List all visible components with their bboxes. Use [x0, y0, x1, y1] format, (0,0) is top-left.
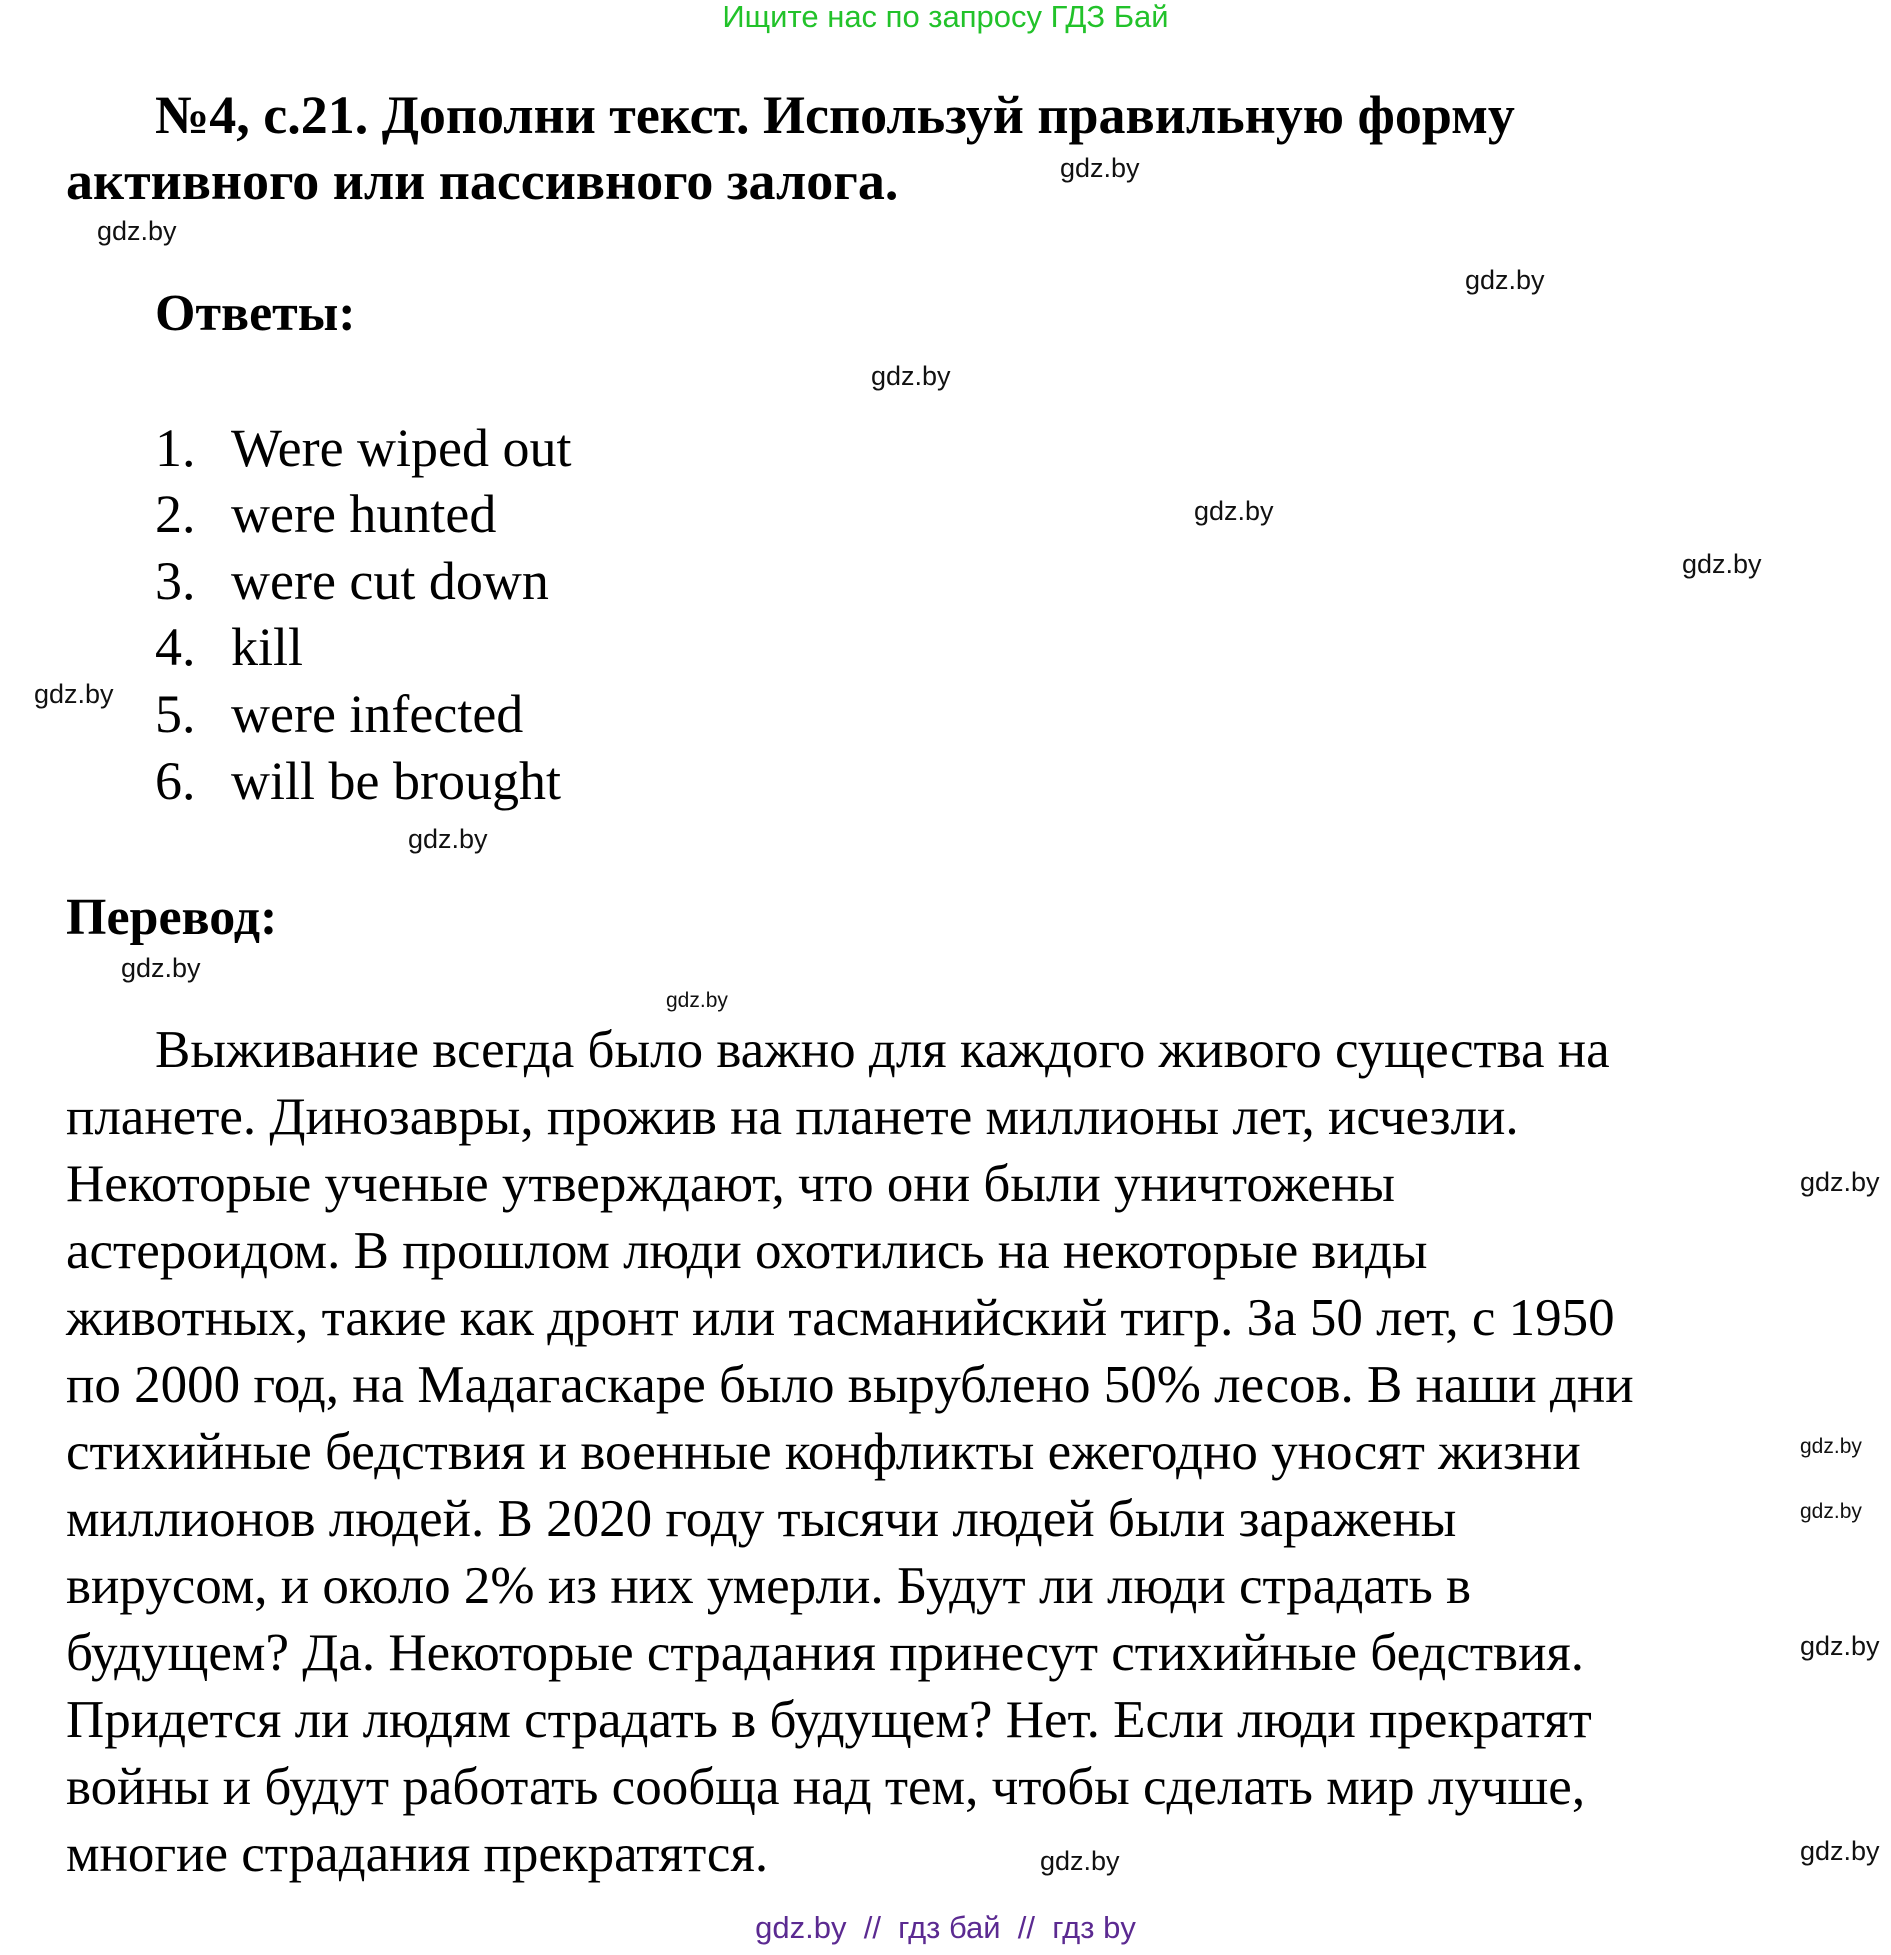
item-text: were hunted: [231, 484, 497, 544]
item-number: 2.: [155, 484, 196, 544]
title-line-2: активного или пассивного залога.: [66, 151, 899, 211]
watermark: gdz.by: [121, 953, 201, 983]
item-text: Were wiped out: [231, 418, 572, 478]
watermark: gdz.by: [1800, 1435, 1862, 1458]
top-banner: Ищите нас по запросу ГДЗ Бай: [722, 0, 1169, 34]
watermark: gdz.by: [1040, 1846, 1120, 1876]
watermark: gdz.by: [1465, 265, 1545, 295]
paragraph-line: Некоторые ученые утверждают, что они были уничтожены: [66, 1155, 1395, 1213]
list-item: [155, 614, 303, 680]
watermark: gdz.by: [34, 679, 114, 709]
item-number: 4.: [155, 617, 196, 677]
paragraph-line: Выживание всегда было важно для каждого живого существа на: [155, 1021, 1610, 1079]
list-item: [155, 481, 496, 547]
paragraph-line: многие страдания прекратятся.: [66, 1825, 769, 1883]
paragraph-line: планете. Динозавры, прожив на планете миллионы лет, исчезли.: [66, 1088, 1519, 1146]
paragraph-line: астероидом. В прошлом люди охотились на некоторые виды: [66, 1222, 1428, 1280]
watermark: gdz.by: [1682, 549, 1762, 579]
item-text: were cut down: [231, 551, 549, 611]
item-number: 6.: [155, 751, 196, 811]
item-number: 3.: [155, 551, 196, 611]
item-number: 5.: [155, 684, 196, 744]
item-text: will be brought: [231, 751, 561, 811]
list-item: [155, 415, 572, 481]
watermark: gdz.by: [666, 989, 728, 1012]
bottom-banner: gdz.by // гдз бай // гдз by: [755, 1910, 1136, 1945]
paragraph-line: по 2000 год, на Мадагаскаре было вырублено 50% лесов. В наши дни: [66, 1356, 1634, 1414]
watermark: gdz.by: [871, 361, 951, 391]
paragraph-line: Придется ли людям страдать в будущем? Нет. Если люди прекратят: [66, 1691, 1592, 1749]
paragraph-line: животных, такие как дронт или тасманийский тигр. За 50 лет, с 1950: [66, 1289, 1615, 1347]
watermark: gdz.by: [1800, 1836, 1880, 1866]
list-item: [155, 681, 523, 747]
watermark: gdz.by: [1800, 1631, 1880, 1661]
paragraph-line: вирусом, и около 2% из них умерли. Будут ли люди страдать в: [66, 1557, 1472, 1615]
paragraph-line: стихийные бедствия и военные конфликты ежегодно уносят жизни: [66, 1423, 1581, 1481]
watermark: gdz.by: [1800, 1500, 1862, 1523]
paragraph-line: войны и будут работать сообща над тем, чтобы сделать мир лучше,: [66, 1758, 1586, 1816]
paragraph-line: миллионов людей. В 2020 году тысячи людей были заражены: [66, 1490, 1457, 1548]
list-item: [155, 748, 561, 814]
watermark: gdz.by: [1800, 1167, 1880, 1197]
watermark: gdz.by: [408, 824, 488, 854]
watermark: gdz.by: [1060, 153, 1140, 183]
translation-heading: Перевод:: [66, 889, 278, 946]
title-line-1: №4, с.21. Дополни текст. Используй правильную форму: [155, 85, 1515, 145]
answers-heading: Ответы:: [155, 285, 356, 342]
item-text: kill: [231, 617, 304, 677]
watermark: gdz.by: [1194, 496, 1274, 526]
list-item: [155, 548, 549, 614]
item-text: were infected: [231, 684, 524, 744]
item-number: 1.: [155, 418, 196, 478]
watermark: gdz.by: [97, 216, 177, 246]
paragraph-line: будущем? Да. Некоторые страдания принесут стихийные бедствия.: [66, 1624, 1585, 1682]
